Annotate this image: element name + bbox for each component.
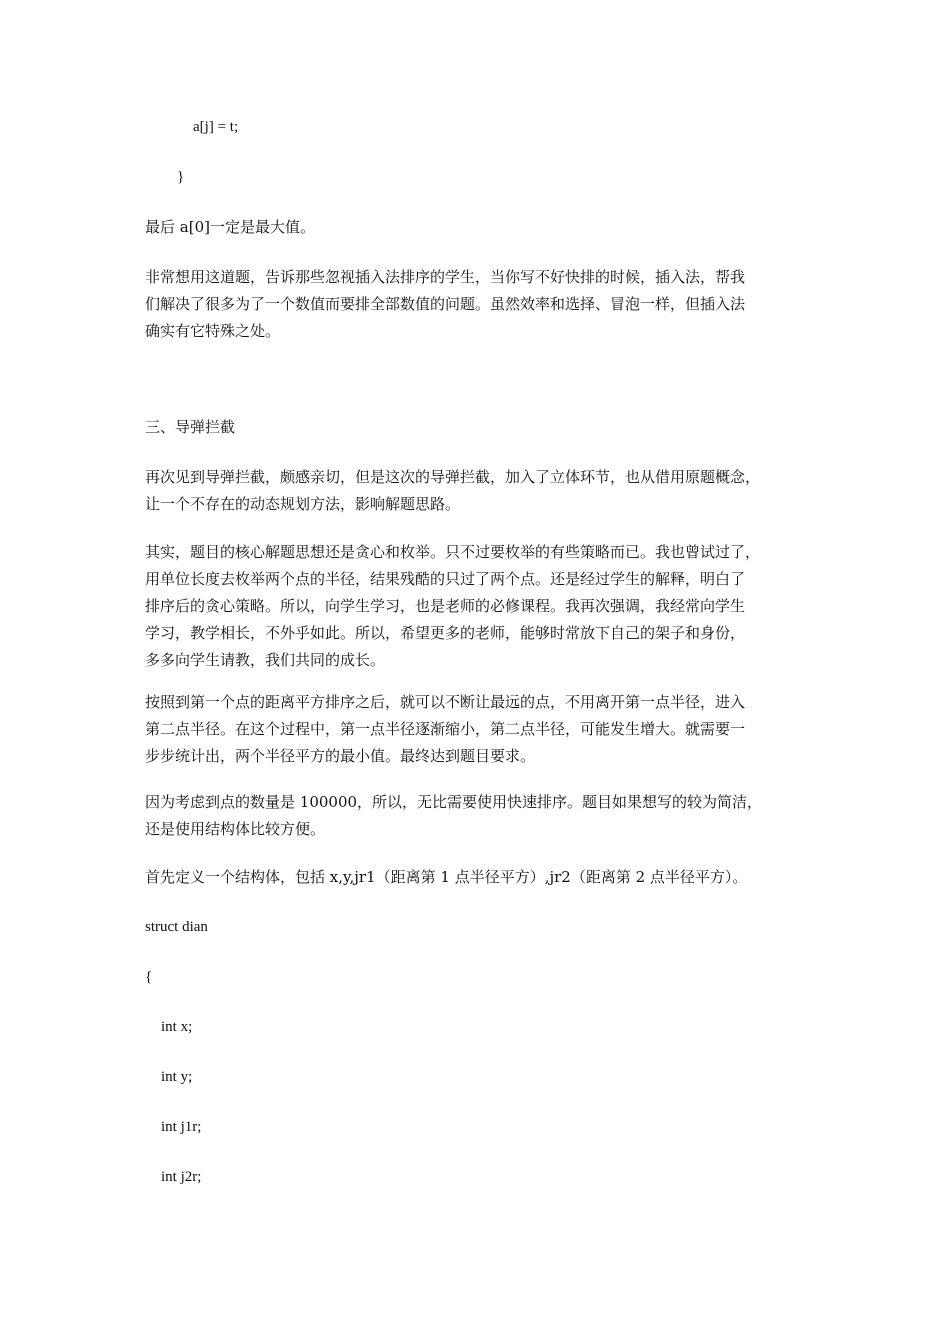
paragraph-line: 让一个不存在的动态规划方法，影响解题思路。 xyxy=(145,495,461,513)
conclusion-text: 最后 a[0]一定是最大值。 xyxy=(145,218,315,236)
paragraph-4 xyxy=(145,789,810,843)
paragraph-1 xyxy=(145,464,810,518)
paragraph-line: 排序后的贪心策略。所以，向学生学习，也是老师的必修课程。我再次强调，我经常向学生 xyxy=(145,597,746,615)
paragraph-line: 们解决了很多为了一个数值而要排全部数值的问题。虽然效率和选择、冒泡一样，但插入法 xyxy=(145,295,746,313)
paragraph-line: 用单位长度去枚举两个点的半径，结果残酷的只过了两个点。还是经过学生的解释，明白了 xyxy=(145,570,746,588)
paragraph-line: 第二点半径。在这个过程中，第一点半径逐渐缩小，第二点半径，可能发生增大。就需要一 xyxy=(145,720,746,738)
paragraph-5: 首先定义一个结构体，包括 x,y,jr1（距离第 1 点半径平方）,jr2（距离第 2 点半径平方）。 xyxy=(145,868,748,886)
paragraph-line: 多多向学生请教，我们共同的成长。 xyxy=(145,651,386,669)
struct-field: int x; xyxy=(161,1019,193,1035)
paragraph-line: 再次见到导弹拦截，颇感亲切，但是这次的导弹拦截，加入了立体环节，也从借用原题概念， xyxy=(145,468,761,486)
paragraph-3 xyxy=(145,689,810,770)
code-line-close-brace: } xyxy=(177,169,185,185)
reflection-paragraph xyxy=(145,264,810,345)
paragraph-line: 按照到第一个点的距离平方排序之后，就可以不断让最远的点，不用离开第一点半径，进入 xyxy=(145,693,746,711)
paragraph-line: 非常想用这道题，告诉那些忽视插入法排序的学生，当你写不好快排的时候，插入法，帮我 xyxy=(145,268,746,286)
paragraph-line: 确实有它特殊之处。 xyxy=(145,322,281,340)
paragraph-line: 还是使用结构体比较方便。 xyxy=(145,820,326,838)
paragraph-line: 其实，题目的核心解题思想还是贪心和枚举。只不过要枚举的有些策略而已。我也曾试过了， xyxy=(145,543,761,561)
struct-header: struct dian xyxy=(145,919,208,935)
paragraph-line: 步步统计出，两个半径平方的最小值。最终达到题目要求。 xyxy=(145,747,536,765)
struct-field: int y; xyxy=(161,1069,193,1085)
struct-field: int j1r; xyxy=(161,1119,202,1135)
section-title: 三、导弹拦截 xyxy=(145,418,236,436)
paragraph-line: 因为考虑到点的数量是 100000，所以，无比需要使用快速排序。题目如果想写的较为简洁， xyxy=(145,793,763,811)
code-line-assign: a[j] = t; xyxy=(193,119,239,135)
struct-field: int j2r; xyxy=(161,1169,202,1185)
paragraph-line: 学习，教学相长，不外乎如此。所以，希望更多的老师，能够时常放下自己的架子和身份， xyxy=(145,624,746,642)
struct-open-brace: { xyxy=(145,969,153,985)
paragraph-2 xyxy=(145,539,810,674)
